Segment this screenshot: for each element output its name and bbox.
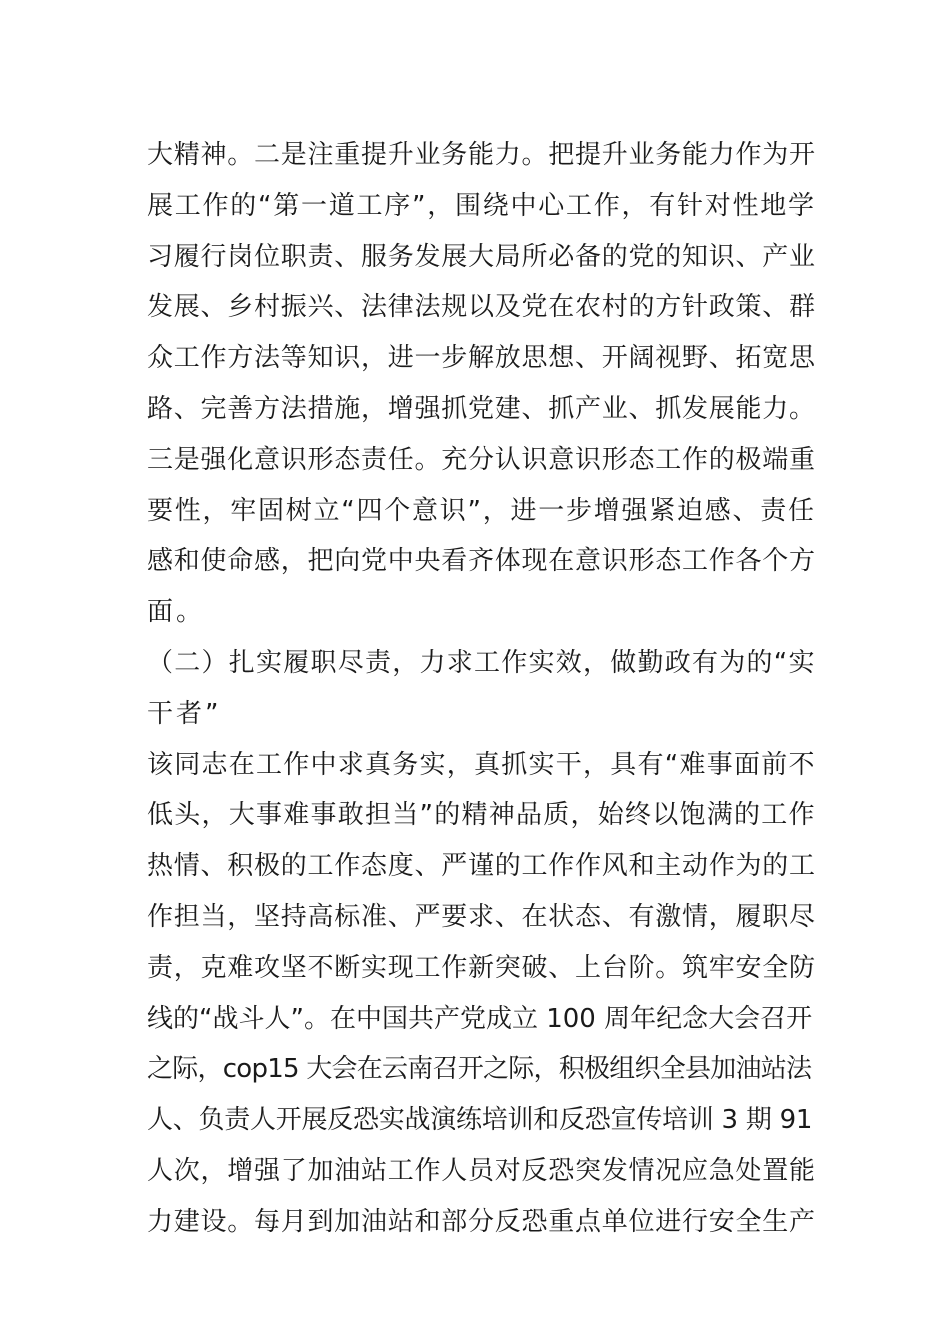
- document-body: [147, 130, 817, 1248]
- text-line-14: 低头，大事难事敢担当”的精神品质，始终以饱满的工作: [147, 800, 816, 831]
- section-heading-line-2: 干者”: [147, 698, 222, 729]
- text-line-3: 习履行岗位职责、服务发展大局所必备的党的知识、产业: [147, 241, 816, 272]
- text-line-21: 人次，增强了加油站工作人员对反恐突发情况应急处置能: [147, 1155, 816, 1186]
- section-heading-line-1: （二）扎实履职尽责，力求工作实效，做勤政有为的“实: [147, 647, 816, 678]
- text-line-15: 热情、积极的工作态度、严谨的工作作风和主动作为的工: [147, 851, 816, 882]
- text-line-8: 要性，牢固树立“四个意识”，进一步增强紧迫感、责任: [147, 495, 816, 526]
- text-line-6: 路、完善方法措施，增强抓党建、抓产业、抓发展能力。: [147, 393, 816, 424]
- text-line-2: 展工作的“第一道工序”，围绕中心工作，有针对性地学: [147, 190, 816, 221]
- text-line-7: 三是强化意识形态责任。充分认识意识形态工作的极端重: [147, 444, 816, 475]
- text-line-13: 该同志在工作中求真务实，真抓实干，具有“难事面前不: [147, 749, 816, 780]
- text-line-10: 面。: [147, 597, 206, 628]
- text-line-16: 作担当，坚持高标准、严要求、在状态、有激情，履职尽: [147, 901, 816, 932]
- text-line-5: 众工作方法等知识，进一步解放思想、开阔视野、拓宽思: [147, 343, 816, 374]
- text-line-9: 感和使命感，把向党中央看齐体现在意识形态工作各个方: [147, 546, 816, 577]
- text-line-1: 大精神。二是注重提升业务能力。把提升业务能力作为开: [147, 140, 816, 170]
- text-line-20: 人、负责人开展反恐实战演练培训和反恐宣传培训 3 期 91: [147, 1105, 813, 1136]
- text-line-22: 力建设。每月到加油站和部分反恐重点单位进行安全生产: [147, 1206, 816, 1237]
- text-line-4: 发展、乡村振兴、法律法规以及党在农村的方针政策、群: [147, 292, 816, 323]
- text-line-17: 责，克难攻坚不断实现工作新突破、上台阶。筑牢安全防: [147, 952, 816, 983]
- text-line-19: 之际，cop15 大会在云南召开之际，积极组织全县加油站法: [147, 1054, 812, 1085]
- text-line-18: 线的“战斗人”。在中国共产党成立 100 周年纪念大会召开: [147, 1003, 813, 1034]
